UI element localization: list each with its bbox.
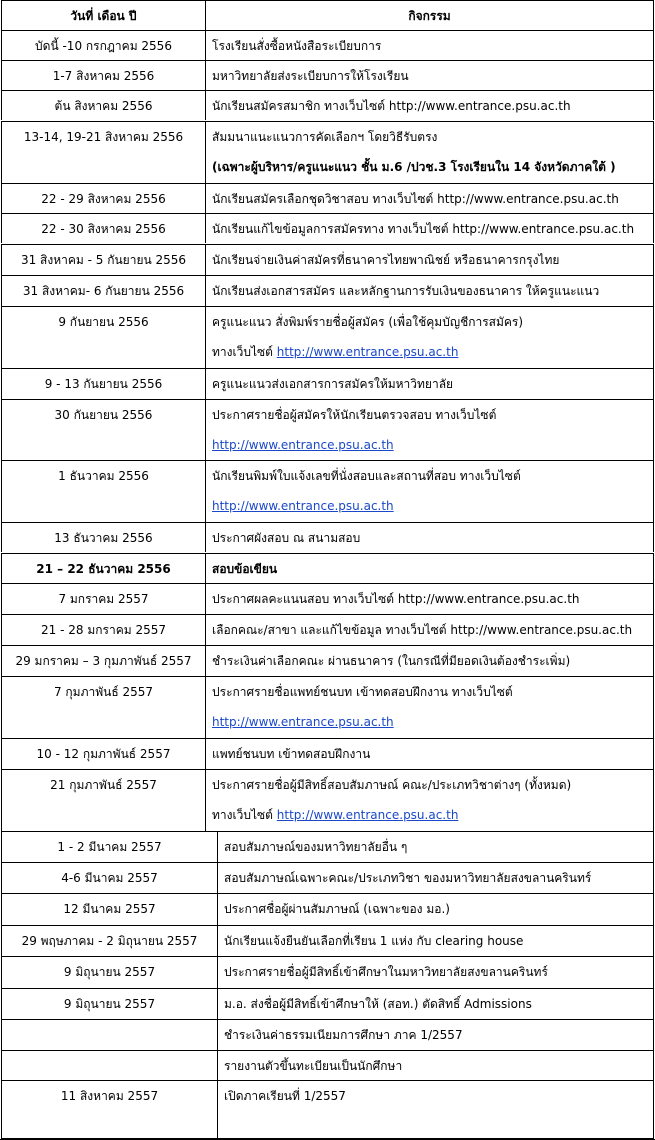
date-cell — [1, 30, 205, 60]
activity-text: นักเรียนแก้ไขข้อมูลการสมัครทาง ทางเว็บไซต์ http://www.entrance.psu.ac.th — [212, 222, 635, 236]
date-text: 21 – 22 ธันวาคม 2556 — [36, 562, 171, 576]
date-text: 4-6 มีนาคม 2557 — [61, 871, 158, 885]
table-row — [0, 614, 655, 645]
activity-cell — [205, 614, 654, 645]
activity-text: สัมมนาแนะแนวการคัดเลือกฯ โดยวิธีรับตรง — [212, 130, 438, 144]
table-row — [0, 213, 655, 243]
date-text: 7 มกราคม 2557 — [58, 592, 149, 606]
date-text: 30 กันยายน 2556 — [54, 408, 153, 422]
date-cell — [1, 306, 205, 368]
activity-text: นักเรียนสมัครเลือกชุดวิชาสอบ ทางเว็บไซต์ http://www.entrance.psu.ac.th — [212, 192, 619, 206]
date-text: 22 - 30 สิงหาคม 2556 — [41, 222, 166, 236]
table-row — [0, 862, 655, 893]
activity-text: นักเรียนส่งเอกสารสมัคร และหลักฐานการรับเงินของธนาคาร ให้ครูแนะแนว — [212, 284, 600, 298]
activity-cell — [205, 121, 654, 183]
table-row — [0, 460, 655, 522]
activity-cell — [205, 213, 654, 243]
activity-cell — [205, 399, 654, 460]
date-cell — [1, 583, 205, 614]
table-row — [0, 90, 655, 120]
activity-cell — [205, 583, 654, 614]
table-row — [0, 368, 655, 399]
date-cell — [1, 738, 205, 769]
date-text: 29 พฤษภาคม - 2 มิถุนายน 2557 — [21, 934, 198, 948]
date-text: 13 ธันวาคม 2556 — [54, 531, 153, 545]
activity-cell — [205, 738, 654, 769]
date-cell — [1, 1019, 217, 1050]
table-row — [0, 676, 655, 738]
website-link[interactable]: http://www.entrance.psu.ac.th — [276, 808, 459, 822]
activity-text: ครูแนะแนว สั่งพิมพ์รายชื่อผู้สมัคร (เพื่อใช้คุมบัญชีการสมัคร) — [212, 315, 524, 329]
activity-cell — [205, 306, 654, 368]
activity-text: ประกาศรายชื่อผู้มีสิทธิ์เข้าศึกษาในมหาวิทยาลัยสงขลานครินทร์ — [224, 965, 548, 979]
activity-cell — [205, 676, 654, 738]
date-text: ต้น สิงหาคม 2556 — [54, 99, 153, 113]
activity-cell — [205, 645, 654, 676]
activity-text: นักเรียนสมัครสมาชิก ทางเว็บไซต์ http://www.entrance.psu.ac.th — [212, 99, 571, 113]
activity-cell — [217, 1080, 654, 1139]
date-cell — [1, 645, 205, 676]
date-text: 1 ธันวาคม 2556 — [58, 469, 149, 483]
activity-cell — [205, 522, 654, 552]
date-cell — [1, 553, 205, 583]
table-row — [0, 1019, 655, 1050]
activity-text: ครูแนะแนวส่งเอกสารการสมัครให้มหาวิทยาลัย — [212, 377, 454, 391]
activity-text: ชำระเงินค่าเลือกคณะ ผ่านธนาคาร (ในกรณีที่มียอดเงินต้องชำระเพิ่ม) — [212, 654, 571, 668]
table-row — [0, 738, 655, 769]
date-cell — [1, 275, 205, 306]
date-text: 9 กันยายน 2556 — [58, 315, 149, 329]
activity-text: รายงานตัวขึ้นทะเบียนเป็นนักศึกษา — [224, 1059, 403, 1073]
activity-cell — [217, 831, 654, 862]
table-row — [0, 244, 655, 275]
header-date-cell — [1, 0, 205, 30]
activity-cell — [217, 925, 654, 956]
date-text: 9 มิถุนายน 2557 — [63, 997, 156, 1011]
table-row — [0, 583, 655, 614]
header-activity-cell — [205, 0, 654, 30]
date-text: 12 มีนาคม 2557 — [63, 902, 156, 916]
activity-text: โรงเรียนสั่งซื้อหนังสือระเบียบการ — [212, 39, 382, 53]
activity-cell — [205, 244, 654, 275]
date-cell — [1, 676, 205, 738]
link-prefix: ทางเว็บไซต์ — [212, 345, 277, 359]
date-cell — [1, 1080, 217, 1139]
activity-link-line — [206, 712, 653, 732]
activity-text: ชำระเงินค่าธรรมเนียมการศึกษา ภาค 1/2557 — [224, 1028, 463, 1042]
activity-link-line — [206, 342, 653, 362]
activity-text: ประกาศชื่อผู้ผ่านสัมภาษณ์ (เฉพาะของ มอ.) — [224, 902, 450, 916]
table-row — [0, 645, 655, 676]
activity-text: แพทย์ชนบท เข้าทดสอบฝึกงาน — [212, 747, 371, 761]
activity-link-line — [206, 496, 653, 516]
date-cell — [1, 399, 205, 460]
activity-text: ประกาศผลคะแนนสอบ ทางเว็บไซต์ http://www.entrance.psu.ac.th — [212, 592, 580, 606]
activity-text: นักเรียนแจ้งยืนยันเลือกที่เรียน 1 แห่ง กับ clearing house — [224, 934, 524, 948]
date-text: 10 - 12 กุมภาพันธ์ 2557 — [36, 747, 171, 761]
activity-cell — [217, 988, 654, 1019]
date-cell — [1, 1050, 217, 1080]
date-cell — [1, 769, 205, 831]
table-row — [0, 183, 655, 213]
table-row — [0, 30, 655, 60]
date-text: 21 - 28 มกราคม 2557 — [41, 623, 166, 637]
activity-cell — [217, 893, 654, 925]
table-row — [0, 553, 655, 583]
date-cell — [1, 831, 217, 862]
date-text: 9 - 13 กันยายน 2556 — [44, 377, 163, 391]
date-text: 11 สิงหาคม 2557 — [60, 1089, 159, 1103]
table-row — [0, 956, 655, 988]
link-prefix: ทางเว็บไซต์ — [212, 808, 277, 822]
date-cell — [1, 862, 217, 893]
activity-text: (เฉพาะผู้บริหาร/ครูแนะแนว ชั้น ม.6 /ปวช.3 โรงเรียนใน 14 จังหวัดภาคใต้ ) — [212, 160, 616, 174]
table-row — [0, 831, 655, 862]
activity-text: นักเรียนจ่ายเงินค่าสมัครที่ธนาคารไทยพาณิชย์ หรือธนาคารกรุงไทย — [212, 253, 560, 267]
activity-text: ประกาศผังสอบ ณ สนามสอบ — [212, 531, 361, 545]
activity-text: นักเรียนพิมพ์ใบแจ้งเลขที่นั่งสอบและสถานที่สอบ ทางเว็บไซต์ — [212, 469, 521, 483]
table-header — [0, 0, 655, 30]
table-row — [0, 121, 655, 183]
activity-cell — [205, 60, 654, 90]
date-cell — [1, 614, 205, 645]
table-row — [0, 893, 655, 925]
activity-cell — [205, 90, 654, 120]
activity-text: ประกาศรายชื่อผู้สมัครให้นักเรียนตรวจสอบ ทางเว็บไซต์ — [212, 408, 497, 422]
activity-text: สอบข้อเขียน — [212, 562, 278, 576]
table-row — [0, 60, 655, 90]
activity-cell — [217, 1050, 654, 1080]
table-row — [0, 988, 655, 1019]
activity-cell — [217, 956, 654, 988]
date-cell — [1, 60, 205, 90]
date-cell — [1, 368, 205, 399]
table-row — [0, 769, 655, 831]
date-cell — [1, 90, 205, 120]
date-text: 29 มกราคม – 3 กุมภาพันธ์ 2557 — [15, 654, 192, 668]
date-text: 31 สิงหาคม - 5 กันยายน 2556 — [20, 253, 187, 267]
activity-cell — [205, 368, 654, 399]
date-text — [2, 1025, 217, 1045]
activity-cell — [205, 460, 654, 522]
activity-cell — [205, 769, 654, 831]
date-cell — [1, 925, 217, 956]
date-text: 31 สิงหาคม- 6 กันยายน 2556 — [22, 284, 185, 298]
activity-text: ประกาศรายชื่อแพทย์ชนบท เข้าทดสอบฝึกงาน ทางเว็บไซต์ — [212, 685, 513, 699]
activity-text: ประกาศรายชื่อผู้มีสิทธิ์สอบสัมภาษณ์ คณะ/ประเภทวิชาต่างๆ (ทั้งหมด) — [212, 778, 572, 792]
activity-text: สอบสัมภาษณ์เฉพาะคณะ/ประเภทวิชา ของมหาวิทยาลัยสงขลานครินทร์ — [224, 871, 592, 885]
website-link[interactable]: http://www.entrance.psu.ac.th — [212, 438, 394, 452]
header-date: วันที่ เดือน ปี — [70, 9, 137, 23]
table-row — [0, 925, 655, 956]
date-text: บัดนี้ -10 กรกฎาคม 2556 — [35, 39, 172, 53]
date-cell — [1, 183, 205, 213]
date-cell — [1, 956, 217, 988]
header-activity: กิจกรรม — [408, 9, 451, 23]
date-text: 7 กุมภาพันธ์ 2557 — [53, 685, 154, 699]
website-link[interactable]: http://www.entrance.psu.ac.th — [212, 715, 394, 729]
activity-text: มหาวิทยาลัยส่งระเบียบการให้โรงเรียน — [212, 69, 409, 83]
website-link[interactable]: http://www.entrance.psu.ac.th — [276, 345, 459, 359]
table-row — [0, 1050, 655, 1080]
activity-cell — [205, 275, 654, 306]
table-row — [0, 522, 655, 552]
date-cell — [1, 988, 217, 1019]
activity-link-line — [206, 805, 653, 825]
date-cell — [1, 460, 205, 522]
date-text — [2, 1056, 217, 1076]
activity-cell — [217, 862, 654, 893]
date-cell — [1, 244, 205, 275]
website-link[interactable]: http://www.entrance.psu.ac.th — [212, 499, 394, 513]
activity-text: เลือกคณะ/สาขา และแก้ไขข้อมูล ทางเว็บไซต์ http://www.entrance.psu.ac.th — [212, 623, 633, 637]
date-text: 1 - 2 มีนาคม 2557 — [57, 840, 162, 854]
date-text: 22 - 29 สิงหาคม 2556 — [41, 192, 166, 206]
activity-text: เปิดภาคเรียนที่ 1/2557 — [224, 1089, 346, 1103]
date-text: 1-7 สิงหาคม 2556 — [52, 69, 155, 83]
table-row — [0, 1080, 655, 1140]
activity-cell — [205, 553, 654, 583]
date-text: 21 กุมภาพันธ์ 2557 — [50, 778, 157, 792]
date-cell — [1, 213, 205, 243]
date-text: 9 มิถุนายน 2557 — [63, 965, 156, 979]
date-text: 13-14, 19-21 สิงหาคม 2556 — [23, 130, 184, 144]
table-row — [0, 275, 655, 306]
date-cell — [1, 121, 205, 183]
activity-cell — [205, 183, 654, 213]
activity-link-line — [206, 435, 653, 455]
activity-text: สอบสัมภาษณ์ของมหาวิทยาลัยอื่น ๆ — [224, 840, 408, 854]
activity-text: ม.อ. ส่งชื่อผู้มีสิทธิ์เข้าศึกษาให้ (สอท.) ตัดสิทธิ์ Admissions — [224, 997, 532, 1011]
date-cell — [1, 522, 205, 552]
table-row — [0, 306, 655, 368]
table-row — [0, 399, 655, 460]
activity-cell — [205, 30, 654, 60]
date-cell — [1, 893, 217, 925]
activity-cell — [217, 1019, 654, 1050]
